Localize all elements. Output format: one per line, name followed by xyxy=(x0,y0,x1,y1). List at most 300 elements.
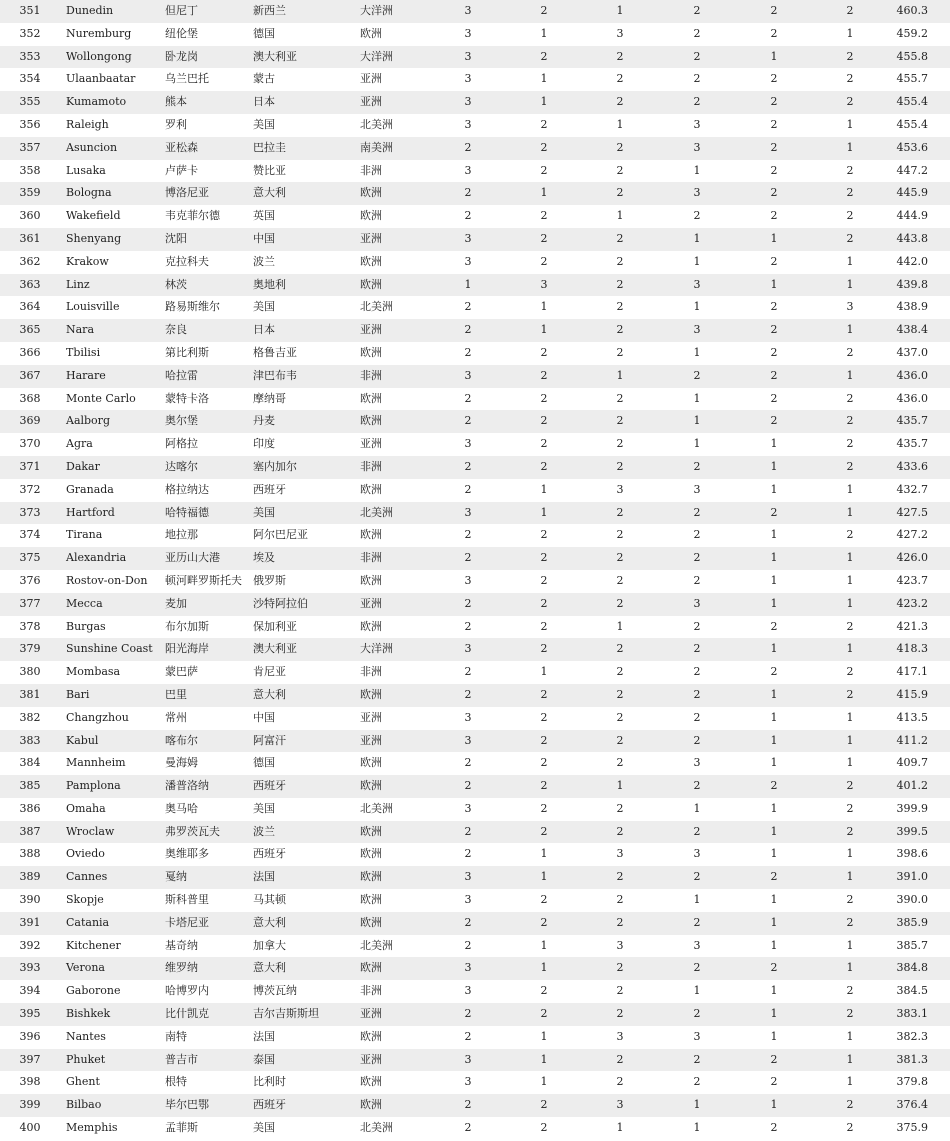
country-cell: 马其顿 xyxy=(253,893,286,907)
rank-cell: 365 xyxy=(19,323,41,337)
country-cell: 沙特阿拉伯 xyxy=(253,596,308,610)
metric5-cell: 2 xyxy=(770,1121,778,1135)
country-cell: 印度 xyxy=(253,437,275,451)
metric5-cell: 1 xyxy=(770,756,778,770)
rank-cell: 354 xyxy=(19,72,41,86)
metric2-cell: 2 xyxy=(540,619,548,633)
rank-cell: 359 xyxy=(19,186,41,200)
metric6-cell: 1 xyxy=(846,254,854,268)
rank-cell: 399 xyxy=(19,1098,41,1112)
metric5-cell: 1 xyxy=(770,687,778,701)
table-row xyxy=(0,182,950,205)
table-row xyxy=(0,456,950,479)
metric4-cell: 2 xyxy=(693,49,701,63)
score-cell: 417.1 xyxy=(896,665,928,679)
city-en-cell: Shenyang xyxy=(66,231,122,245)
metric5-cell: 1 xyxy=(770,1029,778,1043)
region-cell: 欧洲 xyxy=(360,824,382,838)
city-en-cell: Rostov-on-Don xyxy=(66,573,148,587)
metric2-cell: 2 xyxy=(540,824,548,838)
table-row xyxy=(0,502,950,525)
rank-cell: 351 xyxy=(19,4,41,17)
rank-cell: 384 xyxy=(19,756,41,770)
city-cn-cell: 弗罗茨瓦夫 xyxy=(165,824,220,838)
region-cell: 欧洲 xyxy=(360,391,382,405)
metric4-cell: 1 xyxy=(693,893,701,907)
city-en-cell: Agra xyxy=(66,437,93,451)
rank-cell: 358 xyxy=(19,163,41,177)
metric4-cell: 2 xyxy=(693,870,701,884)
metric3-cell: 2 xyxy=(616,186,624,200)
rank-cell: 363 xyxy=(19,277,41,291)
metric1-cell: 3 xyxy=(464,893,472,907)
metric6-cell: 2 xyxy=(846,984,854,998)
metric6-cell: 2 xyxy=(846,915,854,929)
score-cell: 382.3 xyxy=(896,1029,928,1043)
metric1-cell: 3 xyxy=(464,72,472,86)
metric3-cell: 2 xyxy=(616,756,624,770)
city-cn-cell: 阿格拉 xyxy=(165,437,198,451)
country-cell: 蒙古 xyxy=(253,72,275,86)
score-cell: 455.4 xyxy=(896,95,928,109)
region-cell: 亚洲 xyxy=(360,596,382,610)
metric1-cell: 2 xyxy=(464,756,472,770)
metric5-cell: 2 xyxy=(770,870,778,884)
metric4-cell: 2 xyxy=(693,209,701,223)
metric6-cell: 1 xyxy=(846,1029,854,1043)
city-cn-cell: 奥马哈 xyxy=(165,801,198,815)
metric1-cell: 2 xyxy=(464,459,472,473)
metric2-cell: 1 xyxy=(540,1052,548,1066)
score-cell: 460.3 xyxy=(896,4,928,17)
city-cn-cell: 孟菲斯 xyxy=(165,1121,198,1135)
country-cell: 丹麦 xyxy=(253,414,275,428)
metric2-cell: 2 xyxy=(540,687,548,701)
metric6-cell: 2 xyxy=(846,414,854,428)
rank-cell: 364 xyxy=(19,300,41,314)
metric6-cell: 2 xyxy=(846,391,854,405)
table-row xyxy=(0,0,950,23)
metric2-cell: 2 xyxy=(540,1098,548,1112)
city-cn-cell: 亚松森 xyxy=(165,140,198,154)
metric1-cell: 2 xyxy=(464,1029,472,1043)
city-en-cell: Mombasa xyxy=(66,665,121,679)
metric3-cell: 2 xyxy=(616,551,624,565)
region-cell: 欧洲 xyxy=(360,687,382,701)
country-cell: 格鲁吉亚 xyxy=(253,345,297,359)
score-cell: 435.7 xyxy=(896,437,928,451)
score-cell: 423.7 xyxy=(896,573,928,587)
metric6-cell: 2 xyxy=(846,1007,854,1021)
metric1-cell: 2 xyxy=(464,596,472,610)
metric3-cell: 2 xyxy=(616,870,624,884)
city-cn-cell: 熊本 xyxy=(165,95,187,109)
metric3-cell: 2 xyxy=(616,391,624,405)
city-en-cell: Catania xyxy=(66,915,110,929)
metric5-cell: 2 xyxy=(770,4,778,17)
city-cn-cell: 卢萨卡 xyxy=(165,163,198,177)
score-cell: 437.0 xyxy=(896,345,928,359)
metric3-cell: 2 xyxy=(616,687,624,701)
city-cn-cell: 顿河畔罗斯托夫 xyxy=(165,573,242,587)
metric2-cell: 2 xyxy=(540,117,548,131)
metric2-cell: 2 xyxy=(540,414,548,428)
metric5-cell: 2 xyxy=(770,368,778,382)
table-row xyxy=(0,410,950,433)
table-row xyxy=(0,821,950,844)
metric6-cell: 2 xyxy=(846,1121,854,1135)
city-en-cell: Bari xyxy=(66,687,90,701)
country-cell: 日本 xyxy=(253,323,275,337)
metric4-cell: 3 xyxy=(693,847,701,861)
city-en-cell: Lusaka xyxy=(66,163,106,177)
region-cell: 欧洲 xyxy=(360,186,382,200)
metric3-cell: 2 xyxy=(616,437,624,451)
metric1-cell: 3 xyxy=(464,4,472,17)
metric5-cell: 2 xyxy=(770,391,778,405)
metric1-cell: 2 xyxy=(464,551,472,565)
city-cn-cell: 奥尔堡 xyxy=(165,414,198,428)
metric6-cell: 2 xyxy=(846,186,854,200)
metric4-cell: 3 xyxy=(693,323,701,337)
metric5-cell: 1 xyxy=(770,231,778,245)
city-en-cell: Nara xyxy=(66,323,94,337)
rank-cell: 386 xyxy=(19,801,41,815)
metric5-cell: 1 xyxy=(770,984,778,998)
metric5-cell: 2 xyxy=(770,345,778,359)
region-cell: 欧洲 xyxy=(360,254,382,268)
city-en-cell: Asuncion xyxy=(66,140,118,154)
score-cell: 421.3 xyxy=(896,619,928,633)
metric3-cell: 2 xyxy=(616,459,624,473)
metric1-cell: 3 xyxy=(464,49,472,63)
metric6-cell: 1 xyxy=(846,1052,854,1066)
city-en-cell: Louisville xyxy=(66,300,120,314)
country-cell: 法国 xyxy=(253,870,275,884)
metric3-cell: 2 xyxy=(616,893,624,907)
metric5-cell: 1 xyxy=(770,528,778,542)
metric2-cell: 1 xyxy=(540,482,548,496)
rank-cell: 375 xyxy=(19,551,41,565)
metric4-cell: 2 xyxy=(693,642,701,656)
city-en-cell: Mannheim xyxy=(66,756,126,770)
table-row xyxy=(0,1003,950,1026)
metric3-cell: 2 xyxy=(616,345,624,359)
metric4-cell: 1 xyxy=(693,231,701,245)
city-en-cell: Kabul xyxy=(66,733,99,747)
country-cell: 美国 xyxy=(253,1121,275,1135)
score-cell: 411.2 xyxy=(896,733,928,747)
score-cell: 381.3 xyxy=(896,1052,928,1066)
metric4-cell: 2 xyxy=(693,824,701,838)
city-cn-cell: 蒙巴萨 xyxy=(165,665,198,679)
metric3-cell: 2 xyxy=(616,72,624,86)
metric2-cell: 1 xyxy=(540,323,548,337)
table-row xyxy=(0,1071,950,1094)
city-en-cell: Skopje xyxy=(66,893,104,907)
city-cn-cell: 纽伦堡 xyxy=(165,26,198,40)
metric3-cell: 2 xyxy=(616,95,624,109)
metric3-cell: 2 xyxy=(616,414,624,428)
score-cell: 376.4 xyxy=(896,1098,928,1112)
metric6-cell: 2 xyxy=(846,1098,854,1112)
city-en-cell: Dakar xyxy=(66,459,100,473)
country-cell: 博茨瓦纳 xyxy=(253,984,297,998)
city-en-cell: Krakow xyxy=(66,254,109,268)
metric2-cell: 2 xyxy=(540,893,548,907)
city-en-cell: Bishkek xyxy=(66,1007,111,1021)
country-cell: 泰国 xyxy=(253,1052,275,1066)
city-cn-cell: 布尔加斯 xyxy=(165,619,209,633)
country-cell: 西班牙 xyxy=(253,1098,286,1112)
rank-cell: 394 xyxy=(19,984,41,998)
region-cell: 欧洲 xyxy=(360,779,382,793)
city-cn-cell: 南特 xyxy=(165,1029,187,1043)
rank-cell: 380 xyxy=(19,665,41,679)
rank-cell: 396 xyxy=(19,1029,41,1043)
city-en-cell: Nantes xyxy=(66,1029,106,1043)
city-cn-cell: 阳光海岸 xyxy=(165,642,209,656)
rank-cell: 378 xyxy=(19,619,41,633)
metric2-cell: 2 xyxy=(540,140,548,154)
metric1-cell: 2 xyxy=(464,323,472,337)
country-cell: 美国 xyxy=(253,117,275,131)
table-row xyxy=(0,1117,950,1140)
metric2-cell: 2 xyxy=(540,528,548,542)
city-en-cell: Wroclaw xyxy=(66,824,115,838)
metric3-cell: 1 xyxy=(616,619,624,633)
city-en-cell: Wakefield xyxy=(66,209,121,223)
region-cell: 亚洲 xyxy=(360,231,382,245)
rank-cell: 352 xyxy=(19,26,41,40)
metric1-cell: 2 xyxy=(464,1098,472,1112)
city-en-cell: Gaborone xyxy=(66,984,121,998)
metric4-cell: 2 xyxy=(693,1075,701,1089)
metric1-cell: 2 xyxy=(464,345,472,359)
metric2-cell: 2 xyxy=(540,984,548,998)
city-cn-cell: 奈良 xyxy=(165,323,187,337)
metric6-cell: 2 xyxy=(846,665,854,679)
table-row xyxy=(0,433,950,456)
metric1-cell: 2 xyxy=(464,391,472,405)
metric3-cell: 2 xyxy=(616,824,624,838)
city-cn-cell: 哈拉雷 xyxy=(165,368,198,382)
metric6-cell: 1 xyxy=(846,368,854,382)
table-row xyxy=(0,638,950,661)
metric6-cell: 1 xyxy=(846,323,854,337)
metric5-cell: 2 xyxy=(770,140,778,154)
score-cell: 390.0 xyxy=(896,893,928,907)
metric6-cell: 1 xyxy=(846,26,854,40)
metric1-cell: 2 xyxy=(464,1121,472,1135)
region-cell: 欧洲 xyxy=(360,893,382,907)
metric2-cell: 2 xyxy=(540,391,548,405)
table-row xyxy=(0,251,950,274)
rank-cell: 392 xyxy=(19,938,41,952)
table-row xyxy=(0,935,950,958)
table-row xyxy=(0,661,950,684)
metric5-cell: 2 xyxy=(770,779,778,793)
metric3-cell: 2 xyxy=(616,710,624,724)
city-en-cell: Tbilisi xyxy=(66,345,101,359)
metric5-cell: 2 xyxy=(770,300,778,314)
metric1-cell: 2 xyxy=(464,140,472,154)
table-row xyxy=(0,616,950,639)
metric2-cell: 2 xyxy=(540,710,548,724)
metric6-cell: 1 xyxy=(846,733,854,747)
metric1-cell: 3 xyxy=(464,733,472,747)
metric4-cell: 1 xyxy=(693,1098,701,1112)
city-en-cell: Nuremburg xyxy=(66,26,132,40)
metric3-cell: 2 xyxy=(616,733,624,747)
country-cell: 波兰 xyxy=(253,824,275,838)
country-cell: 中国 xyxy=(253,231,275,245)
city-cn-cell: 麦加 xyxy=(165,596,187,610)
metric1-cell: 3 xyxy=(464,984,472,998)
metric5-cell: 1 xyxy=(770,801,778,815)
metric2-cell: 2 xyxy=(540,437,548,451)
region-cell: 亚洲 xyxy=(360,437,382,451)
table-row xyxy=(0,479,950,502)
metric2-cell: 2 xyxy=(540,915,548,929)
metric5-cell: 1 xyxy=(770,733,778,747)
country-cell: 英国 xyxy=(253,209,275,223)
country-cell: 津巴布韦 xyxy=(253,368,297,382)
rank-cell: 372 xyxy=(19,482,41,496)
region-cell: 亚洲 xyxy=(360,1007,382,1021)
table-row xyxy=(0,775,950,798)
metric1-cell: 3 xyxy=(464,95,472,109)
metric4-cell: 1 xyxy=(693,984,701,998)
metric6-cell: 1 xyxy=(846,596,854,610)
city-cn-cell: 戛纳 xyxy=(165,870,187,884)
country-cell: 比利时 xyxy=(253,1075,286,1089)
country-cell: 意大利 xyxy=(253,186,286,200)
table-row xyxy=(0,68,950,91)
metric4-cell: 2 xyxy=(693,368,701,382)
metric2-cell: 2 xyxy=(540,49,548,63)
metric5-cell: 2 xyxy=(770,254,778,268)
metric6-cell: 2 xyxy=(846,801,854,815)
metric2-cell: 1 xyxy=(540,665,548,679)
rank-cell: 387 xyxy=(19,824,41,838)
score-cell: 453.6 xyxy=(896,140,928,154)
metric3-cell: 2 xyxy=(616,642,624,656)
score-cell: 423.2 xyxy=(896,596,928,610)
metric2-cell: 2 xyxy=(540,1007,548,1021)
metric5-cell: 1 xyxy=(770,824,778,838)
metric4-cell: 2 xyxy=(693,687,701,701)
score-cell: 432.7 xyxy=(896,482,928,496)
score-cell: 398.6 xyxy=(896,847,928,861)
metric4-cell: 2 xyxy=(693,4,701,17)
city-cn-cell: 斯科普里 xyxy=(165,893,209,907)
metric1-cell: 2 xyxy=(464,528,472,542)
score-cell: 415.9 xyxy=(896,687,928,701)
rank-cell: 395 xyxy=(19,1007,41,1021)
metric5-cell: 2 xyxy=(770,961,778,975)
metric6-cell: 1 xyxy=(846,505,854,519)
city-cn-cell: 沈阳 xyxy=(165,231,187,245)
metric2-cell: 1 xyxy=(540,300,548,314)
metric2-cell: 2 xyxy=(540,551,548,565)
table-row xyxy=(0,388,950,411)
rank-cell: 368 xyxy=(19,391,41,405)
metric5-cell: 2 xyxy=(770,163,778,177)
metric1-cell: 3 xyxy=(464,254,472,268)
city-cn-cell: 林茨 xyxy=(165,277,187,291)
country-cell: 中国 xyxy=(253,710,275,724)
table-row xyxy=(0,1049,950,1072)
score-cell: 444.9 xyxy=(896,209,928,223)
metric1-cell: 3 xyxy=(464,231,472,245)
score-cell: 379.8 xyxy=(896,1075,928,1089)
metric2-cell: 2 xyxy=(540,345,548,359)
metric5-cell: 1 xyxy=(770,1007,778,1021)
table-row xyxy=(0,980,950,1003)
metric5-cell: 1 xyxy=(770,915,778,929)
score-cell: 447.2 xyxy=(896,163,928,177)
metric6-cell: 2 xyxy=(846,163,854,177)
metric6-cell: 2 xyxy=(846,619,854,633)
score-cell: 443.8 xyxy=(896,231,928,245)
city-cn-cell: 但尼丁 xyxy=(165,4,198,17)
table-row xyxy=(0,843,950,866)
region-cell: 北美洲 xyxy=(360,1121,393,1135)
metric5-cell: 2 xyxy=(770,186,778,200)
metric1-cell: 2 xyxy=(464,1007,472,1021)
metric6-cell: 2 xyxy=(846,687,854,701)
metric5-cell: 1 xyxy=(770,596,778,610)
region-cell: 非洲 xyxy=(360,984,382,998)
city-en-cell: Aalborg xyxy=(66,414,110,428)
metric4-cell: 2 xyxy=(693,528,701,542)
country-cell: 阿尔巴尼亚 xyxy=(253,528,308,542)
region-cell: 欧洲 xyxy=(360,345,382,359)
metric1-cell: 2 xyxy=(464,300,472,314)
table-row xyxy=(0,912,950,935)
metric5-cell: 1 xyxy=(770,642,778,656)
metric2-cell: 3 xyxy=(540,277,548,291)
rank-cell: 371 xyxy=(19,459,41,473)
metric3-cell: 1 xyxy=(616,117,624,131)
city-cn-cell: 亚历山大港 xyxy=(165,551,220,565)
region-cell: 大洋洲 xyxy=(360,4,393,17)
table-row xyxy=(0,91,950,114)
rank-cell: 367 xyxy=(19,368,41,382)
metric3-cell: 3 xyxy=(616,1029,624,1043)
score-cell: 384.8 xyxy=(896,961,928,975)
city-cn-cell: 哈博罗内 xyxy=(165,984,209,998)
metric4-cell: 3 xyxy=(693,117,701,131)
metric6-cell: 2 xyxy=(846,528,854,542)
rank-cell: 398 xyxy=(19,1075,41,1089)
metric4-cell: 2 xyxy=(693,573,701,587)
metric3-cell: 2 xyxy=(616,1052,624,1066)
metric1-cell: 3 xyxy=(464,961,472,975)
city-en-cell: Omaha xyxy=(66,801,106,815)
score-cell: 433.6 xyxy=(896,459,928,473)
metric5-cell: 1 xyxy=(770,938,778,952)
region-cell: 亚洲 xyxy=(360,72,382,86)
rank-cell: 355 xyxy=(19,95,41,109)
city-en-cell: Oviedo xyxy=(66,847,105,861)
city-en-cell: Changzhou xyxy=(66,710,129,724)
rank-cell: 373 xyxy=(19,505,41,519)
metric3-cell: 2 xyxy=(616,231,624,245)
metric2-cell: 1 xyxy=(540,938,548,952)
score-cell: 445.9 xyxy=(896,186,928,200)
